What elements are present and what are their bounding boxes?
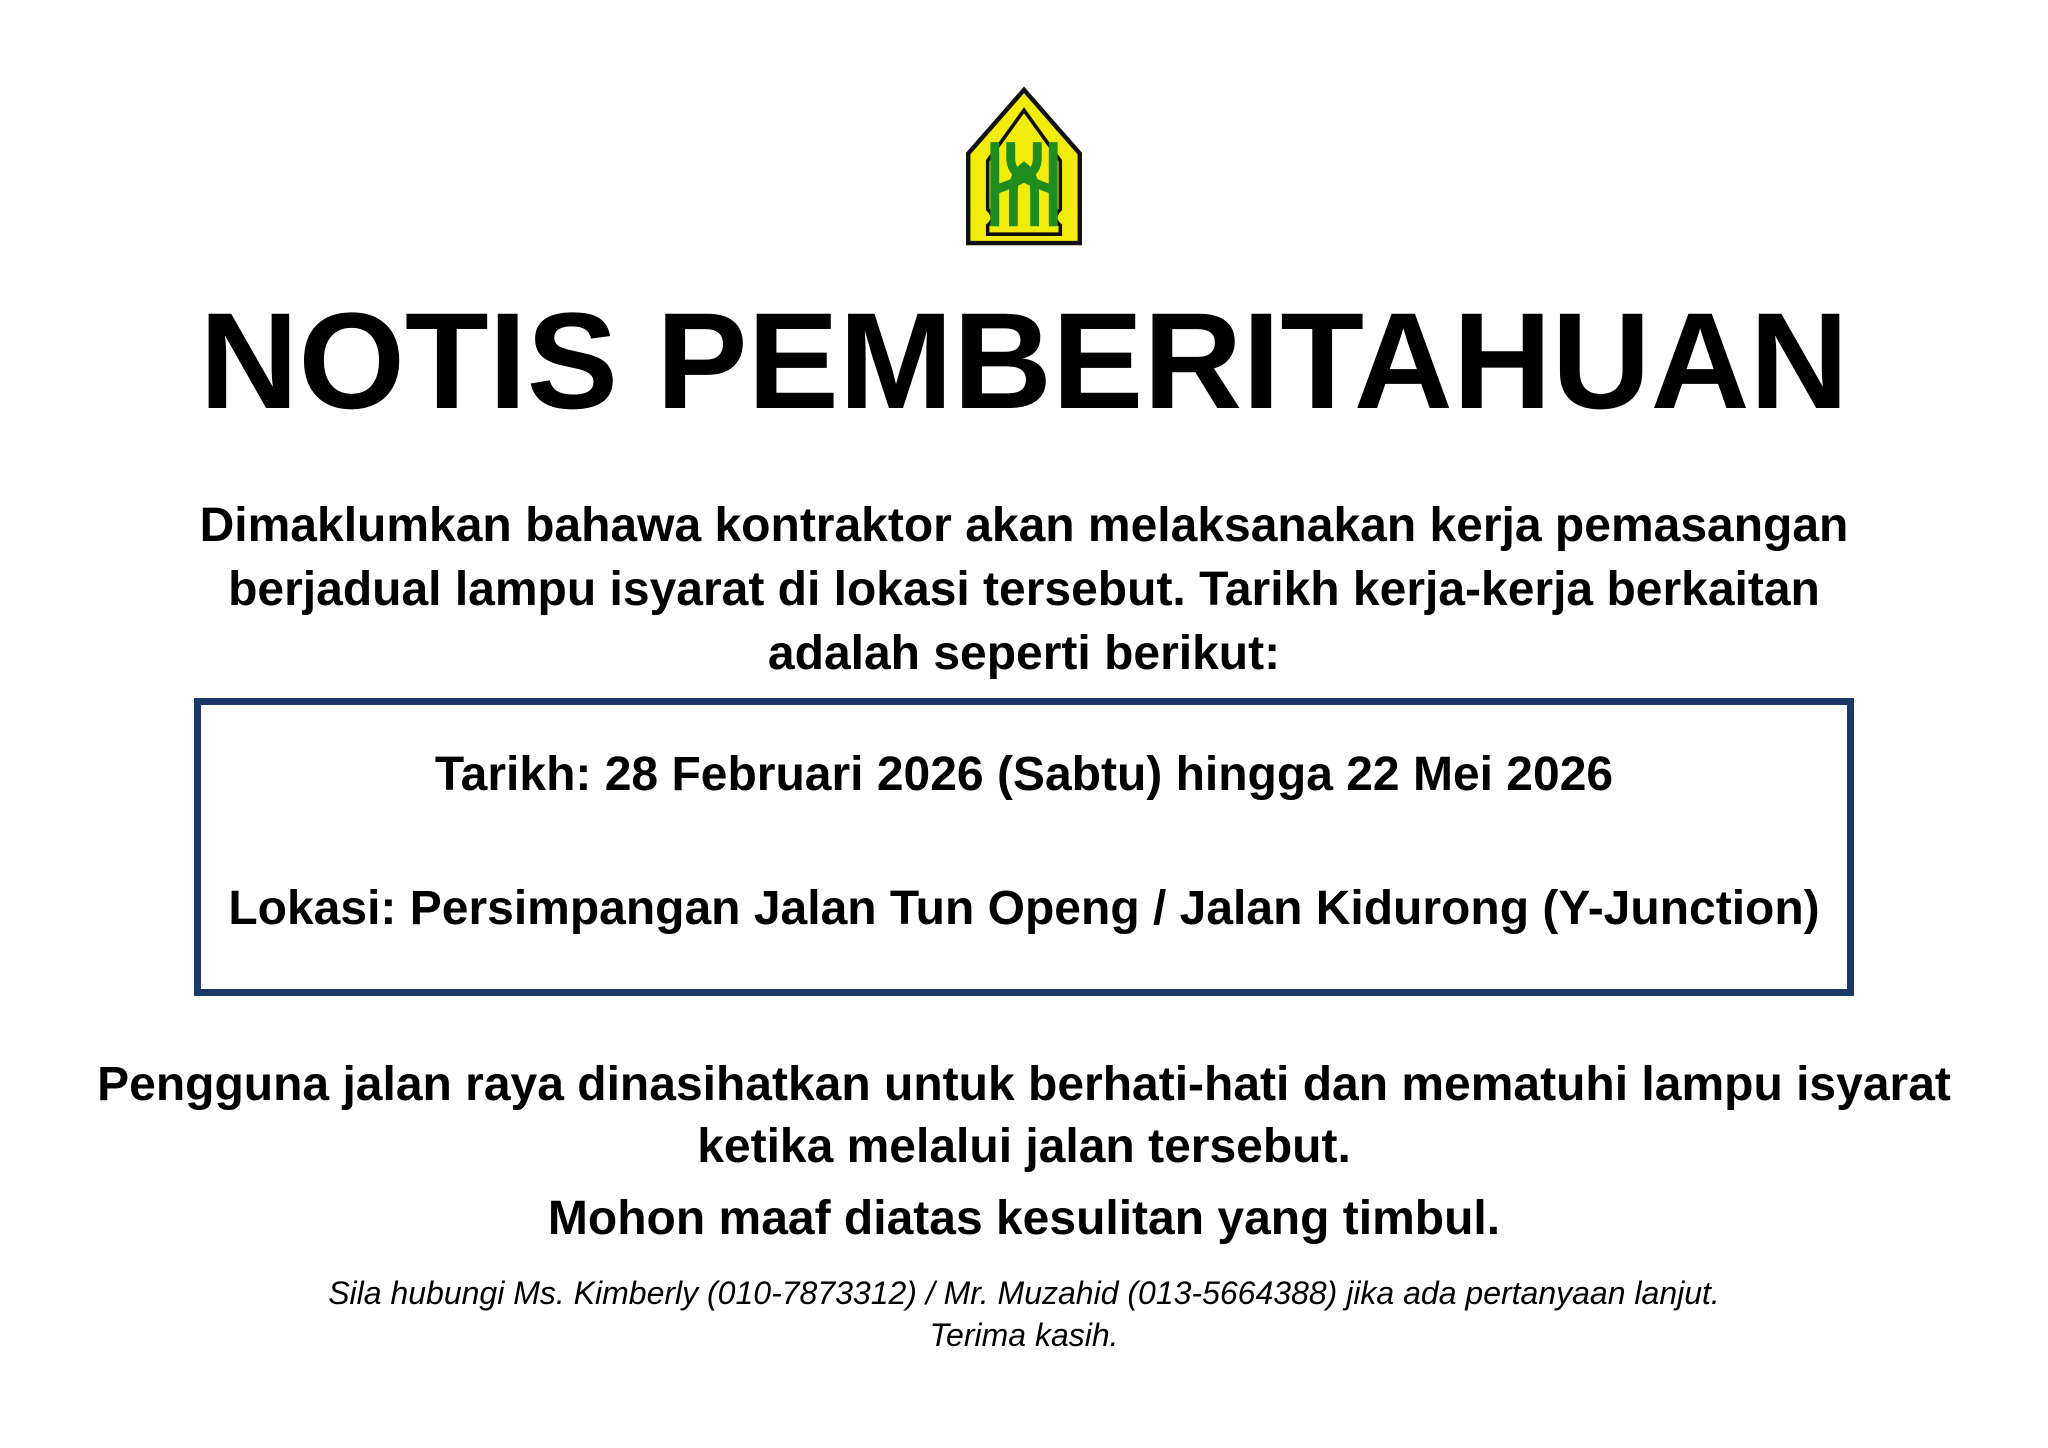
intro-line-2: berjadual lampu isyarat di lokasi tersebut. Tarikh kerja-kerja berkaitan — [228, 562, 1820, 616]
advisory-paragraph — [0, 1054, 2048, 1178]
agency-logo-icon — [962, 78, 1086, 254]
intro-line-3: adalah seperti berikut: — [767, 626, 1281, 680]
advisory-line-2: ketika melalui jalan tersebut. — [697, 1119, 1351, 1173]
intro-line-1: Dimaklumkan bahawa kontraktor akan melaksanakan kerja pemasangan — [199, 498, 1849, 552]
contact-line-1: Sila hubungi Ms. Kimberly (010-7873312) / Mr. Muzahid (013-5664388) jika ada pertanyaan lanjut. — [328, 1274, 1720, 1311]
agency-logo — [962, 0, 1086, 254]
contact-note — [0, 1272, 2048, 1356]
page-title: NOTIS PEMBERITAHUAN — [199, 285, 1849, 438]
apology-line: Mohon maaf diatas kesulitan yang timbul. — [547, 1191, 1501, 1245]
schedule-location: Lokasi: Persimpangan Jalan Tun Openg / Jalan Kidurong (Y-Junction) — [228, 881, 1820, 935]
contact-line-2: Terima kasih. — [929, 1316, 1119, 1353]
intro-paragraph — [0, 494, 2048, 686]
schedule-date: Tarikh: 28 Februari 2026 (Sabtu) hingga 22 Mei 2026 — [434, 747, 1614, 801]
schedule-box — [194, 698, 1854, 996]
advisory-line-1: Pengguna jalan raya dinasihatkan untuk berhati-hati dan mematuhi lampu isyarat — [97, 1057, 1951, 1111]
